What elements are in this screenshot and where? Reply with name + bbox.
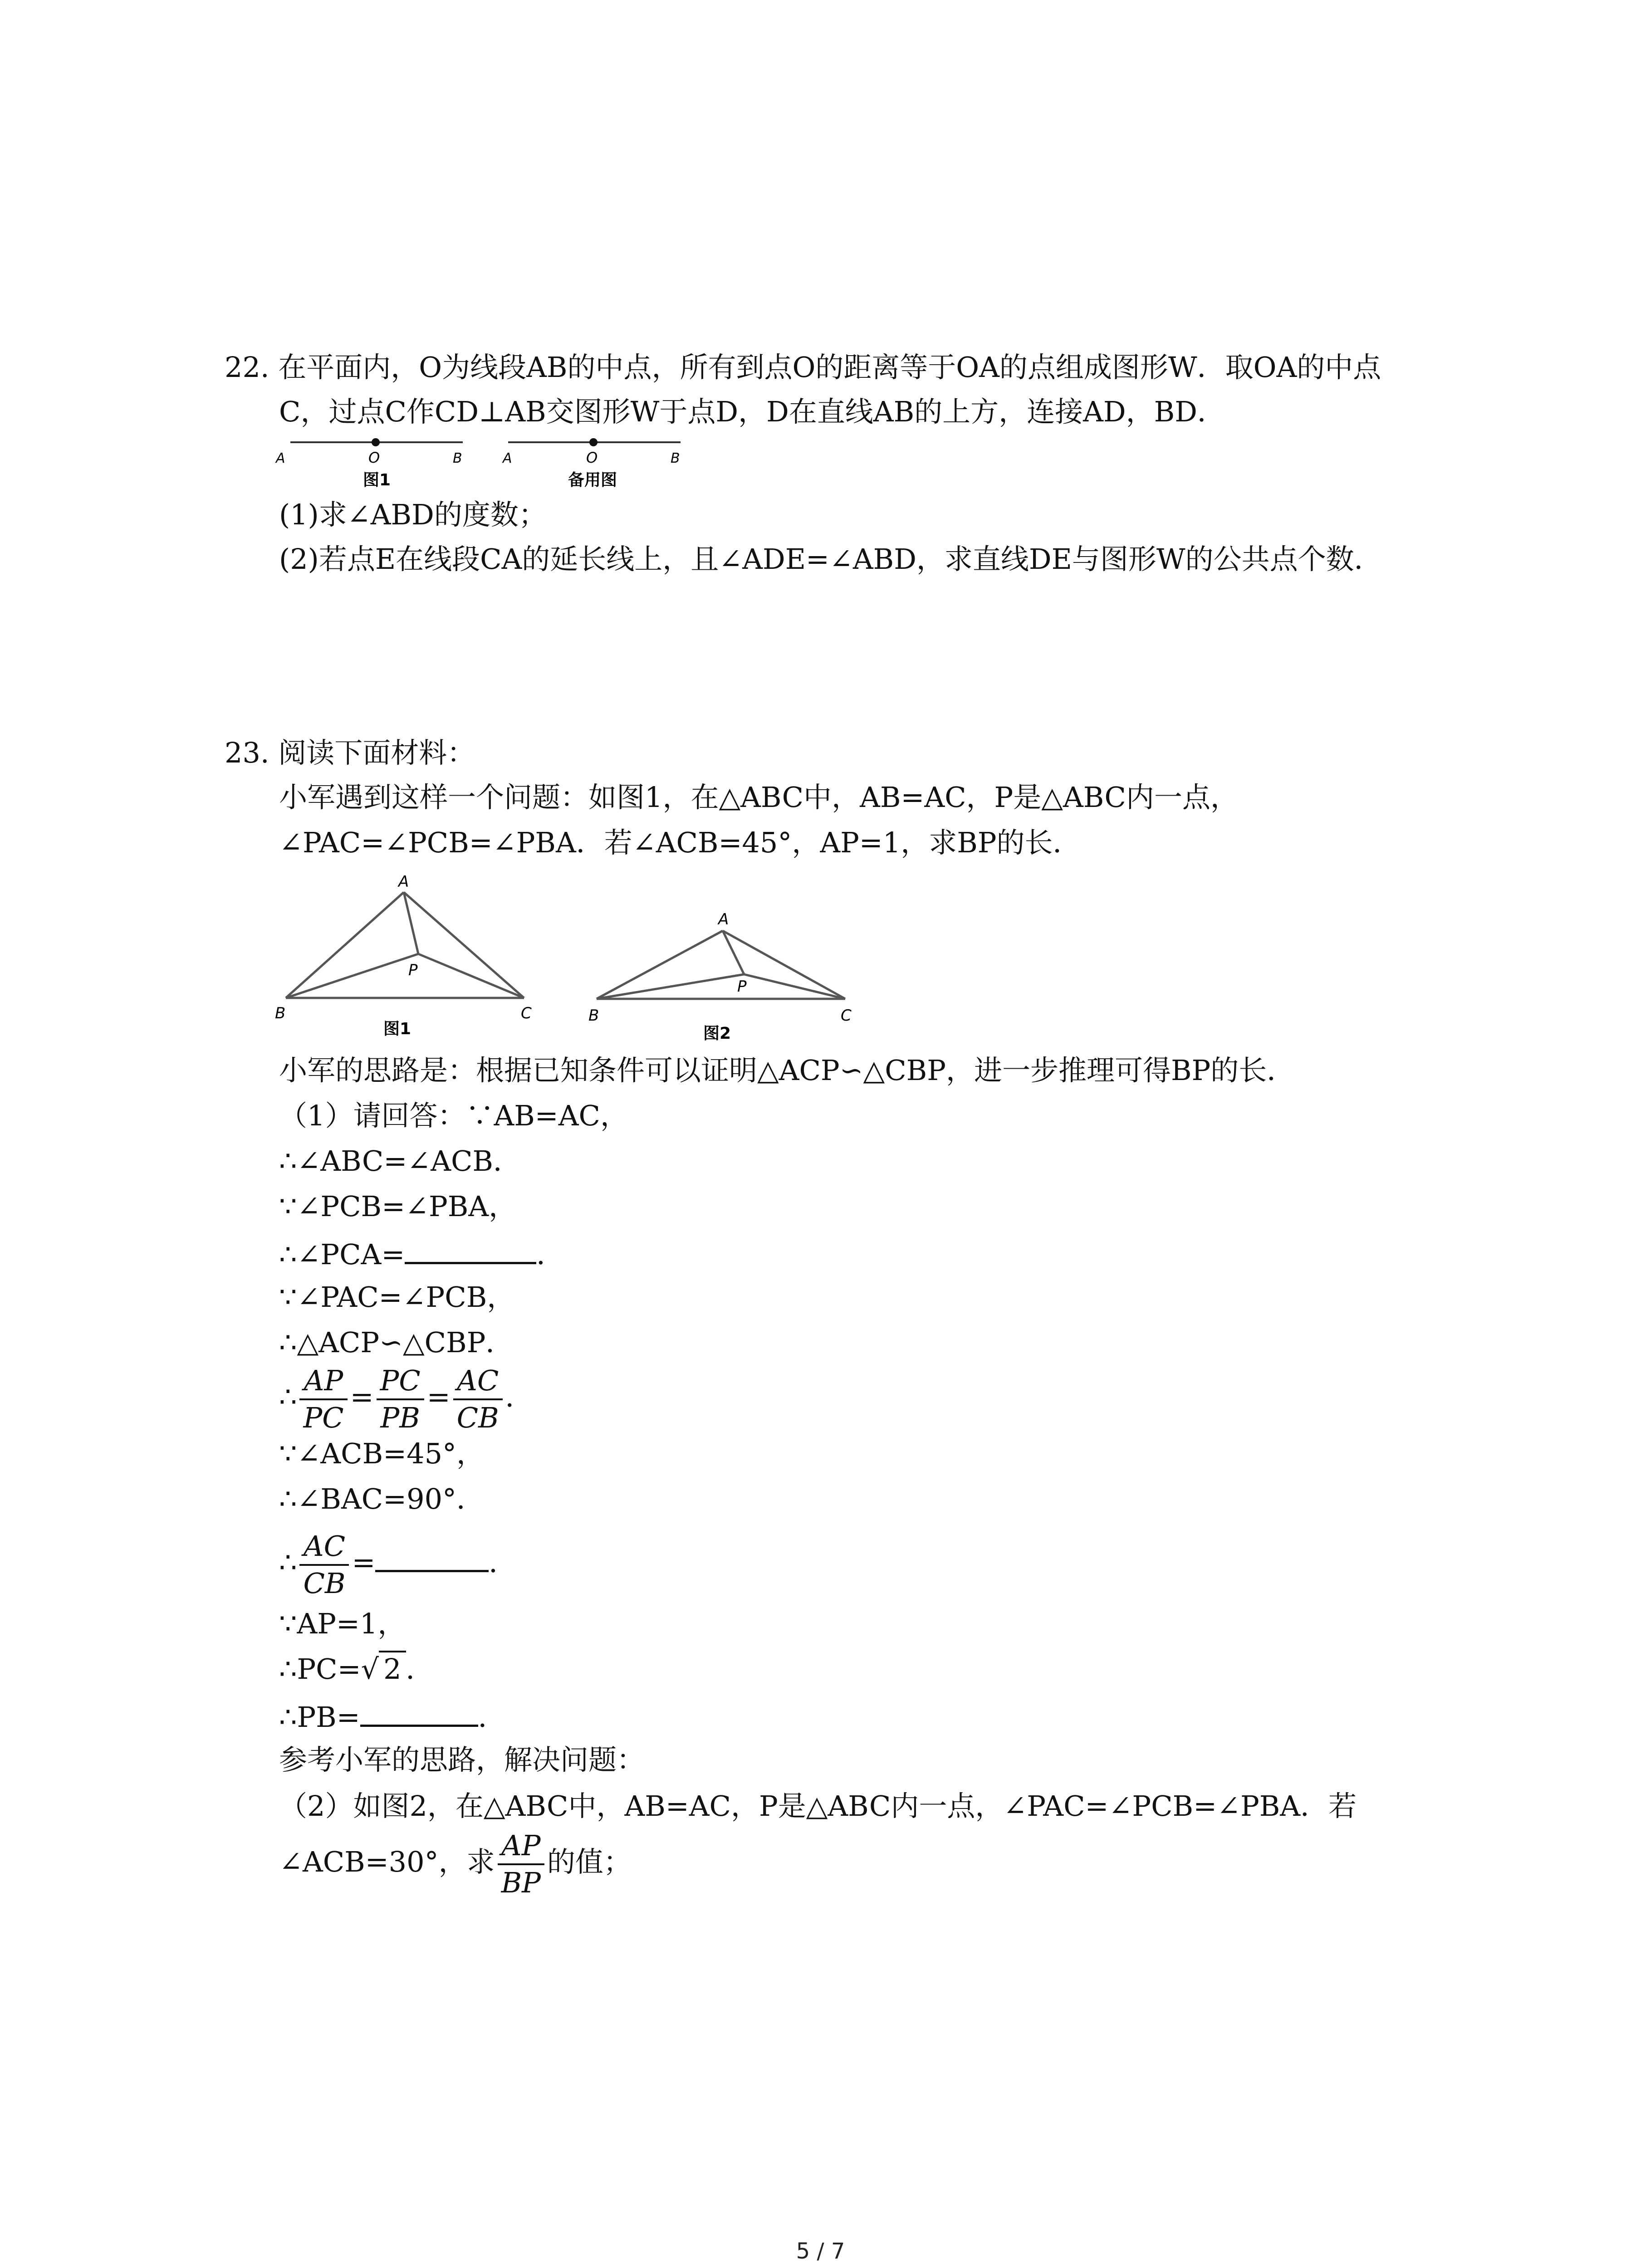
q23-fig2-caption: 图2 [703, 1024, 731, 1043]
q23-step-7-post: ． [505, 1380, 534, 1413]
q23-part-2-line-1: （2）如图2，在△ABC中，AB=AC，P是△ABC内一点，∠PAC=∠PCB=∠PBA．若 [279, 1789, 1357, 1823]
q22-fig2-label-o: O [586, 449, 598, 466]
q22-fig1-caption: 图1 [363, 471, 391, 489]
fraction-denominator: PC [303, 1401, 344, 1434]
q23-step-10-post: ． [489, 1546, 517, 1579]
q22-line-2: C，过点C作CD⊥AB交图形W于点D，D在直线AB的上方，连接AD，BD． [279, 395, 1225, 428]
q23-fig1-label-b: B [275, 1004, 286, 1022]
q23-step-4 [279, 1234, 564, 1273]
q23-fig2-label-b: B [588, 1007, 599, 1025]
q23-figure-1 [272, 864, 535, 1055]
q22-figure-1 [272, 429, 472, 492]
q22-line-1: 22. 在平面内，O为线段AB的中点，所有到点O的距离等于OA的点组成图形W．取OA的中点 [225, 351, 1381, 384]
q23-fig2-label-p: P [737, 978, 747, 996]
q23-fig1-label-c: C [521, 1004, 532, 1022]
q23-step-2: ∴∠ABC=∠ACB． [279, 1144, 521, 1178]
q22-part-2: (2)若点E在线段CA的延长线上，且∠ADE=∠ABD，求直线DE与图形W的公共点个数． [279, 543, 1382, 576]
q23-fraction-pc-pb [377, 1364, 424, 1434]
q23-line-2: 小军遇到这样一个问题：如图1，在△ABC中，AB=AC，P是△ABC内一点， [279, 781, 1239, 814]
q23-step-13-pre: ∴PB= [279, 1701, 360, 1734]
q23-step-12-post: ． [406, 1652, 434, 1686]
q23-fraction-ap-pc [299, 1364, 347, 1434]
q23-step-8: ∵∠ACB=45°， [279, 1437, 485, 1470]
q23-fraction-ac-cb-2 [299, 1529, 349, 1600]
q23-fig2-label-c: C [841, 1007, 852, 1025]
q23-step-4-pre: ∴∠PCA= [279, 1238, 405, 1271]
q23-blank-1[interactable] [405, 1234, 536, 1264]
q23-fig1-caption: 图1 [383, 1020, 411, 1038]
q23-step-4-post: ． [536, 1238, 565, 1271]
fraction-numerator: AC [299, 1532, 349, 1566]
page-number: 5 / 7 [796, 2239, 845, 2264]
sqrt-sign: √ [361, 1652, 379, 1686]
q23-part-2-line-2 [279, 1828, 632, 1897]
sqrt-radicand: 2 [379, 1651, 406, 1686]
q23-blank-3[interactable] [360, 1696, 478, 1727]
q23-step-9: ∴∠BAC=90°． [279, 1482, 485, 1515]
q23-step-7-pre: ∴ [279, 1380, 297, 1413]
q23-step-5: ∵∠PAC=∠PCB， [279, 1281, 515, 1314]
q23-step-13-post: ． [478, 1701, 506, 1734]
q23-fig2-label-a: A [718, 910, 729, 929]
fraction-numerator: PC [377, 1367, 424, 1400]
equals-sign: = [352, 1546, 376, 1579]
q23-fraction-ap-bp [498, 1828, 544, 1899]
q23-fraction-ac-cb [453, 1364, 503, 1434]
q23-reference: 参考小军的思路，解决问题： [279, 1743, 645, 1776]
equals-sign: = [350, 1380, 374, 1413]
q23-fig1-label-p: P [408, 961, 418, 979]
q23-figure-2 [583, 903, 864, 1055]
q23-line-3: ∠PAC=∠PCB=∠PBA．若∠ACB=45°，AP=1，求BP的长． [279, 826, 1081, 859]
q23-part-2-post: 的值； [547, 1845, 632, 1878]
q22-fig1-label-o: O [368, 449, 380, 466]
q22-fig2-caption: 备用图 [568, 471, 617, 489]
q22-part-1: (1)求∠ABD的度数； [279, 498, 547, 531]
equals-sign: = [426, 1380, 451, 1413]
q22-figure-2 [490, 429, 690, 492]
fraction-denominator: CB [303, 1566, 346, 1600]
q22-fig2-label-b: B [671, 450, 680, 466]
fraction-denominator: CB [456, 1401, 499, 1434]
q23-step-13 [279, 1696, 506, 1735]
q23-step-10-pre: ∴ [279, 1546, 297, 1579]
q23-step-12 [279, 1651, 434, 1687]
fraction-numerator: AP [299, 1367, 347, 1400]
q22-fig2-label-a: A [503, 450, 512, 466]
q22-fig1-label-a: A [276, 450, 285, 466]
q23-step-7 [279, 1363, 534, 1432]
q23-step-12-pre: ∴PC= [279, 1652, 361, 1686]
q23-step-6: ∴△ACP∽△CBP． [279, 1326, 514, 1359]
fraction-denominator: PB [380, 1401, 420, 1434]
q23-idea: 小军的思路是：根据已知条件可以证明△ACP∽△CBP，进一步推理可得BP的长． [279, 1054, 1295, 1087]
q23-line-1: 23. 阅读下面材料： [225, 736, 475, 769]
fraction-numerator: AC [453, 1367, 503, 1400]
q23-fig1-label-a: A [398, 873, 409, 891]
fraction-denominator: BP [501, 1866, 541, 1899]
q23-step-1: （1）请回答：∵AB=AC， [279, 1099, 628, 1132]
q22-fig1-label-b: B [453, 450, 462, 466]
q23-blank-2[interactable] [375, 1542, 489, 1572]
q23-step-11: ∵AP=1， [279, 1607, 406, 1640]
fraction-numerator: AP [498, 1832, 544, 1865]
square-root [361, 1651, 406, 1687]
q23-part-2-pre: ∠ACB=30°，求 [279, 1845, 495, 1878]
q23-step-3: ∵∠PCB=∠PBA， [279, 1190, 517, 1223]
q23-step-10 [279, 1529, 517, 1598]
